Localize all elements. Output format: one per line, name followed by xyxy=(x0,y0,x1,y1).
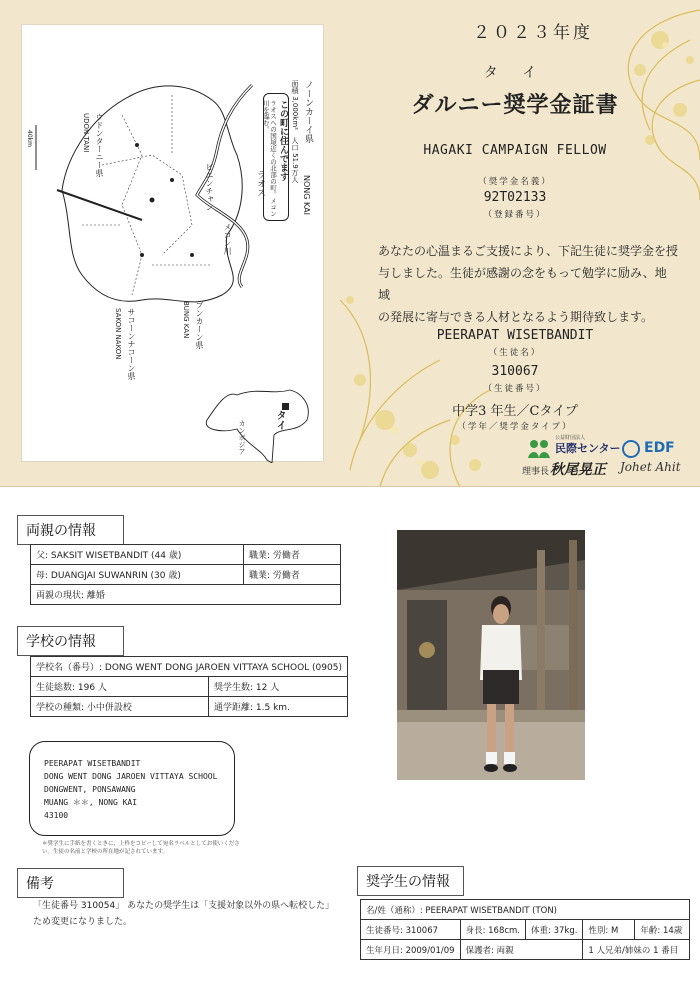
address-line: MUANG ＊＊, NONG KAI xyxy=(44,798,138,807)
school-table xyxy=(30,656,348,717)
scholar-weight-cell: 体重: 37kg. xyxy=(526,920,583,940)
remarks-heading: 備考 xyxy=(17,868,124,898)
school-name-cell: 学校名（番号）: DONG WENT DONG JAROEN VITTAYA SCHOOL (0905) xyxy=(31,657,348,677)
certificate-message xyxy=(378,240,678,328)
address-line: DONGWENT, PONSAWANG xyxy=(44,785,136,794)
scholar-siblings-cell: 1 人兄弟/姉妹の 1 番目 xyxy=(583,940,690,960)
mother-job-cell: 職業: 労働者 xyxy=(244,565,341,585)
school-total-cell: 生徒総数: 196 人 xyxy=(31,677,209,697)
scholar-sex-cell: 性別: M xyxy=(583,920,635,940)
map-area-note: 面積 3,000km² 人口 51.9万人 xyxy=(291,80,299,183)
grade-type: 中学3 年生／Cタイプ xyxy=(452,404,578,419)
address-label xyxy=(29,741,235,836)
map-thai: タイ xyxy=(274,410,285,430)
message-line: あなたの心温まるご支援により、下記生徒に奨学金を授 xyxy=(378,244,679,258)
map-mekong: メコン川 xyxy=(223,223,232,255)
parents-table xyxy=(30,544,341,605)
certificate-country: タ イ xyxy=(483,65,547,81)
certificate xyxy=(0,0,700,487)
org-name: 民際センター xyxy=(555,442,621,455)
map-sakon-jp: サコーンナコーン県 xyxy=(127,308,136,380)
jcp-logo-icon xyxy=(525,436,553,460)
scholar-number-cell: 生徒番号: 310067 xyxy=(361,920,461,940)
student-photo xyxy=(397,530,585,780)
map-scale: 40km xyxy=(26,130,33,147)
message-line: 与しました。生徒が感謝の念をもって勉学に励み、地域 xyxy=(378,266,667,302)
map-province-en: NONG KAI xyxy=(302,175,311,215)
map-udon-jp: ウドンターニー県 xyxy=(95,113,104,177)
director-signature: Johet Ahit xyxy=(620,460,681,474)
scholar-birth-cell: 生年月日: 2009/01/09 xyxy=(361,940,461,960)
photo-illustration xyxy=(397,530,585,780)
scholar-table xyxy=(360,899,690,960)
parents-status-cell: 両親の現状: 離婚 xyxy=(31,585,341,605)
director-name: 秋尾晃正 xyxy=(550,462,606,478)
parents-heading: 両親の情報 xyxy=(17,515,124,545)
map-vientiane: ビエンチャン xyxy=(205,163,214,211)
address-line: DONG WENT DONG JAROEN VITTAYA SCHOOL xyxy=(44,772,218,781)
school-distance-cell: 通学距離: 1.5 km. xyxy=(209,697,348,717)
scholar-name-cell: 名/姓（通称）: PEERAPAT WISETBANDIT (TON) xyxy=(361,900,690,920)
school-type-cell: 学校の種類: 小中併設校 xyxy=(31,697,209,717)
father-cell: 父: SAKSIT WISETBANDIT (44 歳) xyxy=(31,545,244,565)
school-heading: 学校の情報 xyxy=(17,626,124,656)
student-number-label: （生徒番号） xyxy=(483,384,547,394)
remarks-text: 「生徒番号 310054」 あなたの奨学生は「支援対象以外の県へ転校した」ため変更になりました。 xyxy=(33,901,335,927)
scholar-height-cell: 身長: 168cm. xyxy=(460,920,525,940)
scholar-age-cell: 年齢: 14歳 xyxy=(635,920,690,940)
org-sub: 公益財団法人 xyxy=(555,435,586,441)
address-line: PEERAPAT WISETBANDIT xyxy=(44,759,141,768)
grade-type-label: （学年／奨学金タイプ） xyxy=(457,422,573,432)
message-line: の発展に寄与できる人材となるよう期待致します。 xyxy=(378,310,654,324)
student-name-label: （生徒名） xyxy=(488,348,542,358)
scholarship-name-label: （奨学金名義） xyxy=(478,177,552,187)
fellow-line: HAGAKI CAMPAIGN FELLOW xyxy=(423,143,607,158)
certificate-year: ２０２３年度 xyxy=(473,23,593,43)
director-label: 理事長 xyxy=(522,467,550,477)
certificate-title: ダルニー奨学金証書 xyxy=(411,92,619,118)
edf-logo: EDF xyxy=(644,440,675,456)
scholar-guardian-cell: 保護者: 両親 xyxy=(460,940,583,960)
address-note: ＊奨学生に手紙を書くときに、上枠をコピーして宛名ラベルとしてお使いください。生徒の名前と学校の所在地が記されています。 xyxy=(42,841,240,855)
map-drawing xyxy=(22,25,325,463)
map-sakon-en: SAKON NAKON xyxy=(114,308,122,360)
scholarship-name-value: 92T02133 xyxy=(483,190,547,205)
edf-emblem-icon xyxy=(622,440,640,458)
registration-label: （登録番号） xyxy=(483,210,547,220)
student-number: 310067 xyxy=(491,364,539,379)
callout-heading: この町に住んでます xyxy=(278,100,288,181)
map-cambodia: カンボジア xyxy=(238,420,246,455)
map-bung-jp: ブンカーン県 xyxy=(195,301,204,349)
mother-cell: 母: DUANGJAI SUWANRIN (30 歳) xyxy=(31,565,244,585)
residence-callout xyxy=(263,93,289,221)
callout-text: ラオスへの国境近くの北部の町。メコン川を臨む。 xyxy=(261,100,277,217)
map-udon-en: UDON TANI xyxy=(82,113,90,153)
father-job-cell: 職業: 労働者 xyxy=(244,545,341,565)
student-name: PEERAPAT WISETBANDIT xyxy=(436,328,594,343)
address-line: 43100 xyxy=(44,811,69,820)
school-scholars-cell: 奨学生数: 12 人 xyxy=(209,677,348,697)
map-province-jp: ノーンカーイ県 xyxy=(303,80,313,143)
province-map xyxy=(21,24,324,462)
scholar-heading: 奨学生の情報 xyxy=(357,866,464,896)
map-laos: ラオス xyxy=(255,170,265,197)
map-bung-en: BUNG KAN xyxy=(182,301,190,339)
